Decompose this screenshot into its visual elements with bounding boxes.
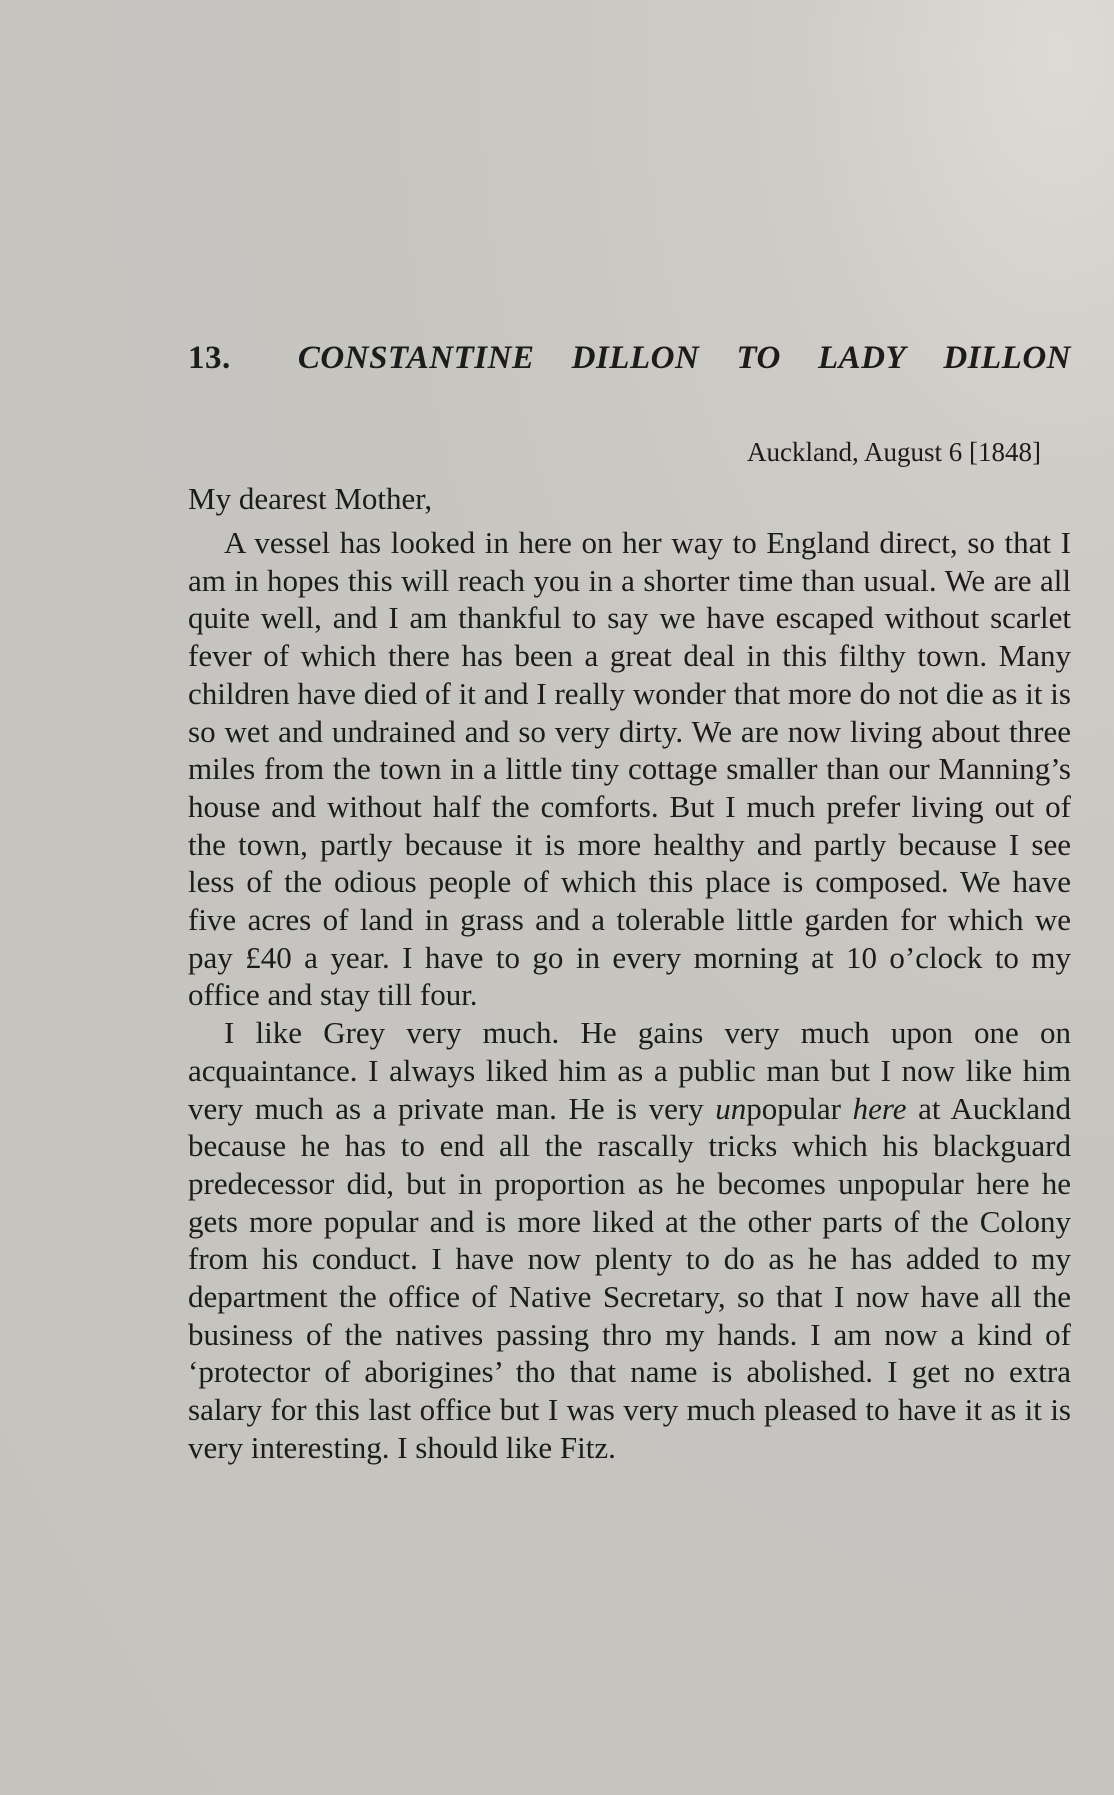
heading-word: DILLON — [571, 340, 700, 376]
heading-word: TO — [736, 340, 781, 376]
heading-word: DILLON — [943, 340, 1071, 376]
heading-word: CONSTANTINE — [297, 340, 535, 376]
paragraph-2-text: at Auckland because he has to end all the rascally tricks which his blackguard predecessor did, but in proportion as he becomes unpopular here he gets more popular and is more liked at the other parts of the Colony from his conduct. I have now plenty to do as he has added to my department the office of Native Secretary, so that I now have all the business of the natives passing thro my hands. I am now a kind of ‘protector of aborigines’ tho that name is abolished. I get no extra salary for this last office but I was very much pleased to have it as it is very interesting. I should like Fitz. — [188, 1090, 1071, 1465]
paragraph-1: A vessel has looked in here on her way to England direct, so that I am in hopes this will reach you in a shorter time than usual. We are all quite well, and I am thankful to say we have escaped without scarlet fever of which there has been a great deal in this filthy town. Many children have died of it and I really wonder that more do not die as it is so wet and undrained and so very dirty. We are now living about three miles from the town in a little tiny cottage smaller than our Manning’s house and without half the comforts. But I much prefer living out of the town, partly because it is more healthy and partly because I see less of the odious people of which this place is composed. We have five acres of land in grass and a tolerable little garden for which we pay £40 a year. I have to go in every morning at 10 o’clock to my office and stay till four. — [188, 525, 1071, 1013]
heading-word: LADY — [818, 340, 907, 376]
letter-text — [188, 330, 1071, 1467]
paragraph-2-italic-un: un — [715, 1090, 747, 1126]
paragraph-2-italic-here: here — [852, 1090, 907, 1126]
paragraph-2-text: popular — [746, 1090, 853, 1126]
salutation: My dearest Mother, — [188, 481, 433, 516]
paragraph-2-text: I like Grey very much. He gains very much upon one on acquaintance. I always liked him as a public man but I now like him very much as a private man. He is very — [188, 1015, 1071, 1126]
letter-heading — [188, 330, 1071, 386]
paragraph-2 — [188, 1014, 1071, 1466]
dateline: Auckland, August 6 [1848] — [747, 437, 1041, 467]
letter-number: 13. — [188, 340, 231, 376]
